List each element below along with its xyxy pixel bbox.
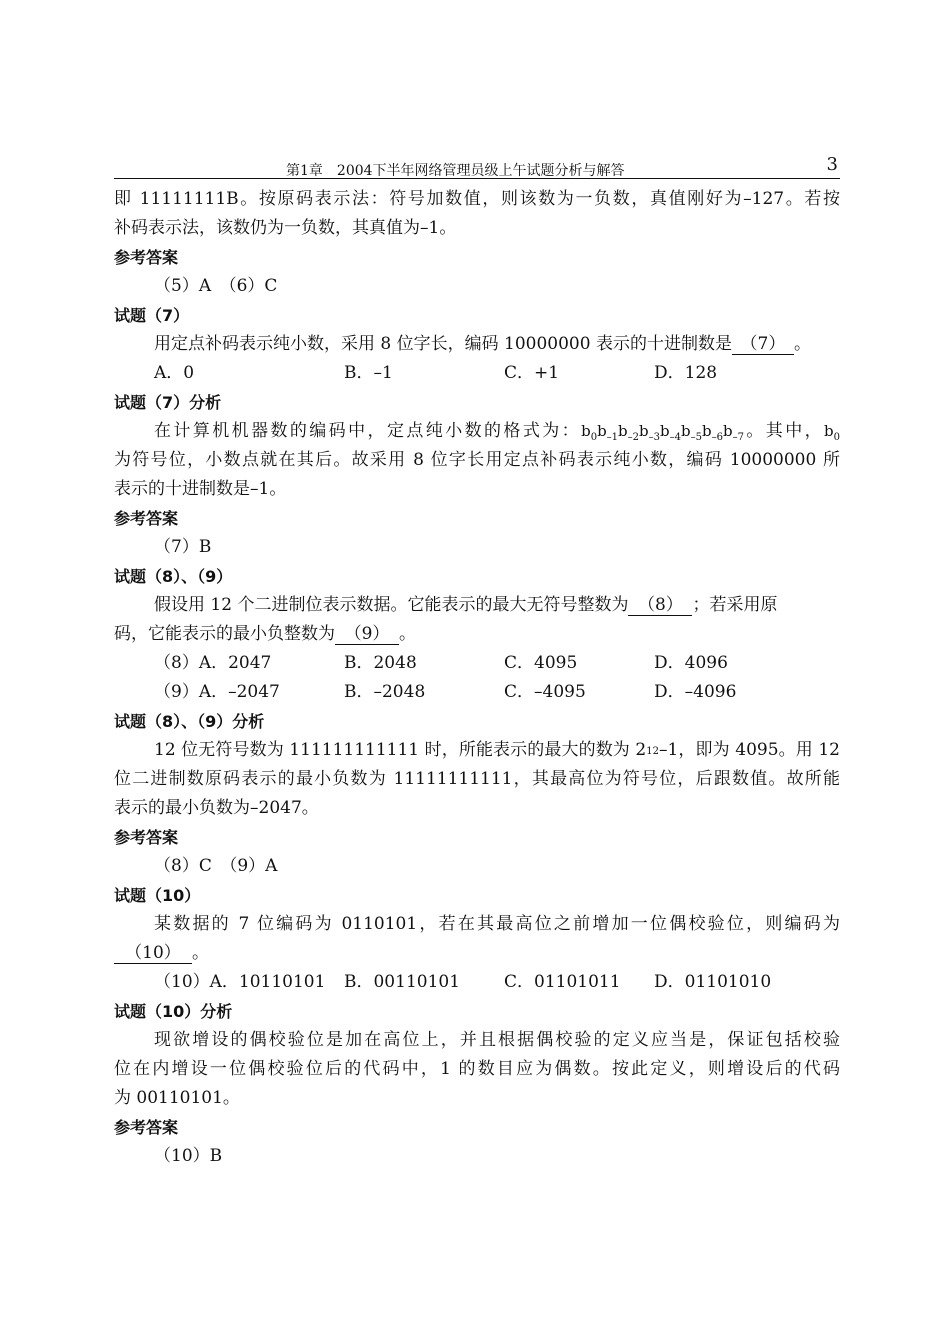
- answer-heading: 参考答案: [114, 248, 179, 267]
- question-7-analysis-line-1: [114, 417, 840, 446]
- stem-text-after: ；若采用原: [692, 595, 778, 615]
- question-9-options: [114, 678, 840, 707]
- answer-blank-10: （10）: [114, 943, 192, 964]
- chapter-title: 第1章 2004下半年网络管理员级上午试题分析与解答: [286, 163, 625, 179]
- sign-bit: $b_0$: [824, 422, 841, 443]
- option-a: （8）A．2047: [154, 653, 272, 673]
- question-7-answer: （7）B: [154, 537, 212, 557]
- page-header: [114, 154, 840, 179]
- question-7-options: [114, 359, 840, 388]
- page-content: [114, 185, 840, 1171]
- analysis-text: 在计算机机器数的编码中，定点纯小数的格式为：: [154, 421, 582, 441]
- question-7-stem: [114, 330, 840, 359]
- question-8-9-answer: （8）C （9）A: [154, 856, 278, 876]
- option-c: C．01101011: [504, 972, 621, 992]
- analysis-text-after: 。其中，: [743, 421, 825, 441]
- question-7-analysis-heading: 试题（7）分析: [114, 393, 222, 412]
- option-d: D．–4096: [654, 682, 737, 702]
- question-10-heading: 试题（10）: [114, 886, 201, 905]
- question-8-9-stem-line-1: [114, 591, 840, 620]
- question-10-analysis-line-2: 位在内增设一位偶校验位后的代码中，1 的数目应为偶数。按此定义，则增设后的代码: [114, 1059, 840, 1079]
- intro-line-1: 即 11111111B。按原码表示法：符号加数值，则该数为一负数，真值刚好为–127。若按: [114, 189, 840, 209]
- option-a: （9）A．–2047: [154, 682, 280, 702]
- question-8-9-stem-line-2: [114, 620, 840, 649]
- fixed-point-format: $b_0b_{-1}b_{-2}b_{-3}b_{-4}b_{-5}b_{-6}b_{-7}$: [581, 422, 744, 443]
- stem-text: 假设用 12 个二进制位表示数据。它能表示的最大无符号整数为: [154, 595, 629, 615]
- answer-blank-7: （7）: [732, 334, 794, 355]
- answer-blank-9: （9）: [335, 624, 399, 645]
- question-8-9-analysis-line-1: [114, 736, 840, 765]
- option-d: D．128: [654, 363, 718, 383]
- question-10-stem-line-1: 某数据的 7 位编码为 0110101，若在其最高位之前增加一位偶校验位，则编码为: [154, 914, 840, 934]
- question-8-9-analysis-line-2: 位二进制数原码表示的最小负数为 11111111111，其最高位为符号位，后跟数值。故所能: [114, 769, 840, 789]
- analysis-text: 12 位无符号数为 111111111111 时，所能表示的最大的数为 2: [154, 740, 647, 760]
- question-7-heading: 试题（7）: [114, 306, 190, 325]
- analysis-text-after: –1，即为 4095。用 12: [658, 740, 840, 760]
- answer-blank-8: （8）: [628, 595, 692, 616]
- stem-text: 码，它能表示的最小负整数为: [114, 624, 335, 644]
- option-a: （10）A．10110101: [154, 972, 326, 992]
- stem-text-end: 。: [399, 624, 416, 644]
- page-number: 3: [826, 154, 838, 175]
- option-a: A．0: [154, 363, 195, 383]
- question-10-answer-heading: 参考答案: [114, 1118, 179, 1137]
- stem-text-end: 。: [192, 943, 209, 963]
- option-c: C．4095: [504, 653, 578, 673]
- exponent: 12: [646, 746, 659, 757]
- question-10-stem-line-2: [114, 939, 840, 968]
- question-7-stem-text: 用定点补码表示纯小数，采用 8 位字长，编码 10000000 表示的十进制数是: [154, 334, 732, 354]
- option-c: C．+1: [504, 363, 560, 383]
- question-10-analysis-line-3: 为 00110101。: [114, 1088, 240, 1108]
- option-d: D．4096: [654, 653, 728, 673]
- question-10-analysis-line-1: 现欲增设的偶校验位是加在高位上，并且根据偶校验的定义应当是，保证包括校验: [154, 1030, 840, 1050]
- answer-text: （5）A （6）C: [154, 276, 278, 296]
- question-8-9-heading: 试题（8）、（9）: [114, 567, 233, 586]
- question-7-analysis-line-3: 表示的十进制数是–1。: [114, 479, 287, 499]
- option-b: B．–1: [344, 363, 393, 383]
- intro-line-2: 补码表示法，该数仍为一负数，其真值为–1。: [114, 218, 457, 238]
- question-10-options: [114, 968, 840, 997]
- option-b: B．2048: [344, 653, 417, 673]
- question-8-9-analysis-line-3: 表示的最小负数为–2047。: [114, 798, 319, 818]
- option-b: B．00110101: [344, 972, 461, 992]
- question-8-9-analysis-heading: 试题（8）、（9）分析: [114, 712, 265, 731]
- option-c: C．–4095: [504, 682, 586, 702]
- question-10-analysis-heading: 试题（10）分析: [114, 1002, 233, 1021]
- option-b: B．–2048: [344, 682, 426, 702]
- question-7-stem-end: 。: [793, 334, 811, 354]
- question-8-options: [114, 649, 840, 678]
- question-10-answer: （10）B: [154, 1146, 223, 1166]
- question-7-analysis-line-2: 为符号位，小数点就在其后。故采用 8 位字长用定点补码表示纯小数，编码 10000000 所: [114, 450, 840, 470]
- option-d: D．01101010: [654, 972, 772, 992]
- question-8-9-answer-heading: 参考答案: [114, 828, 179, 847]
- question-7-answer-heading: 参考答案: [114, 509, 179, 528]
